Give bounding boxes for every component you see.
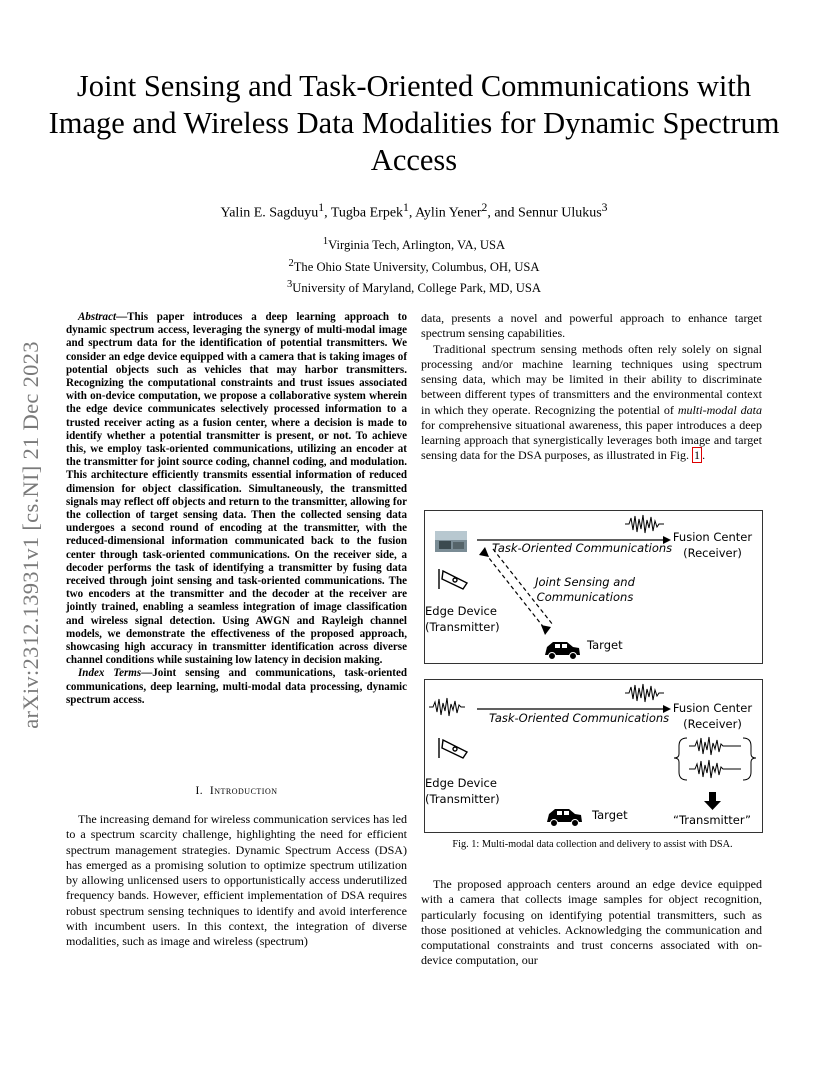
- right-column-bottom: [421, 877, 762, 969]
- affiliation-sup: 3: [287, 279, 293, 291]
- figure-panel-top: [424, 510, 763, 664]
- index-terms: [66, 667, 407, 707]
- signal-waveform-icon: [625, 684, 664, 702]
- signal-waveform-icon: [429, 698, 465, 716]
- jsc-label-line: Communications: [536, 590, 634, 604]
- fusion-center-label: [665, 529, 760, 561]
- affiliation-text: Virginia Tech, Arlington, VA, USA: [328, 238, 506, 253]
- figure-ref-link[interactable]: 1: [694, 448, 701, 463]
- affiliations: [40, 233, 788, 298]
- paragraph: [421, 342, 762, 464]
- camera-icon: [439, 569, 467, 589]
- affiliation-text: University of Maryland, College Park, MD, USA: [292, 281, 541, 296]
- author-name: Tugba Erpek: [330, 205, 404, 221]
- abstract-label: Abstract: [78, 311, 117, 323]
- affiliation-sup: 1: [322, 236, 329, 247]
- camera-icon: [439, 738, 467, 758]
- index-terms-text: —Joint sensing and communications, task-oriented communications, deep learning, multi-modal data processing, dynamic spectrum access.: [66, 667, 408, 706]
- intro-paragraph: The increasing demand for wireless communication services has led to a spectrum scarcity challenge, highlighting the need for efficient spectrum management strategies. Dynamic Spectrum Access (DSA) has emerged as a promising solution to optimize spectrum utilization by allowing unlicensed users to opportunistically access underutilized frequency bands. However, efficient implementation of DSA requires robust spectrum sensing techniques to identify and avoid interference with incumbent users. In this context, the integration of diverse modalities, such as image and wireless (spectrum): [66, 812, 407, 948]
- affiliation-sup: 2: [288, 257, 294, 269]
- author-sup: 1: [403, 201, 409, 214]
- paragraph-continuation: data, presents a novel and powerful approach to enhance target spectrum sensing capabilities.: [421, 311, 762, 341]
- toc-label: Task-Oriented Communications: [492, 541, 673, 555]
- decision-label: “Transmitter”: [672, 813, 751, 827]
- paragraph-text: .: [702, 448, 706, 463]
- affiliation: [40, 255, 788, 277]
- target-label: Target: [592, 808, 628, 822]
- author-separator: ,: [324, 205, 331, 221]
- right-brace-icon: [743, 738, 756, 780]
- author-sup: 1: [318, 201, 325, 214]
- affiliation: [40, 276, 788, 298]
- arrow-head-icon: [479, 547, 489, 557]
- section-title: Introduction: [209, 785, 278, 797]
- edge-device-name: Edge Device: [425, 776, 497, 790]
- jsc-label: [525, 575, 645, 605]
- author-name: Yalin E. Sagduyu: [220, 205, 319, 221]
- author-sup: 2: [481, 201, 488, 214]
- transmitter-label: (Transmitter): [425, 620, 500, 634]
- receiver-label: (Receiver): [683, 717, 742, 731]
- car-icon: [547, 809, 582, 827]
- affiliation-text: The Ohio State University, Columbus, OH, USA: [293, 259, 540, 274]
- receiver-label: (Receiver): [683, 546, 742, 560]
- car-icon: [545, 642, 580, 660]
- signal-waveform-icon: [625, 515, 664, 533]
- arrow-head-icon: [541, 625, 551, 635]
- author-separator: ,: [408, 205, 416, 221]
- fusion-center-name: Fusion Center: [672, 701, 753, 715]
- edge-device-name: Edge Device: [425, 604, 497, 618]
- camera-image-icon: [435, 531, 467, 552]
- right-column-top: [421, 311, 762, 464]
- abstract-paragraph: [66, 311, 407, 667]
- section-number: I.: [195, 785, 204, 797]
- author-name: Sennur Ulukus: [518, 205, 602, 221]
- edge-device-label: [425, 775, 500, 807]
- emphasis-text: multi-modal data: [677, 402, 762, 417]
- arxiv-id: arXiv:2312.13931v1 [cs.NI] 21 Dec 2023: [18, 341, 43, 729]
- target-label: Target: [587, 638, 623, 652]
- abstract-text: —This paper introduces a deep learning approach to dynamic spectrum access, leveraging the synergy of multi-modal image and spectrum data for the identification of potential transmitters. We consider an edge device equipped with a camera that is taking images of potential objects such as vehicles that may harbor transmitters. Recognizing the computational constraints and trust issues associated with on-device computation, we propose a collaborative system wherein the edge device communicates selectively processed information to a trusted receiver acting as a fusion center, where a decision is made to identify whether a potential transmitter is present, or not. To achieve this, we employ task-oriented communications, utilizing an encoder at the transmitter for joint source coding, channel coding, and modulation. This architecture efficiently transmits essential information of reduced dimension for object classification. Simultaneously, the transmitted signals may reflect off objects and return to the transmitter, allowing for the collection of target sensing data. Then the collected sensing data undergoes a second round of encoding at the transmitter, with the reduced-dimensional information communicated back to the fusion center through task-oriented communications. On the receiver side, a decoder performs the task of identifying a transmitter by fusing data received through joint sensing and task-oriented communications. The two encoders at the transmitter and the decoder at the receiver are jointly trained, enabling a seamless integration of image classification and wireless signal detection. Using AWGN and Rayleigh channel models, we demonstrate the effectiveness of the proposed approach, showcasing high accuracy in transmitter identification across diverse channel conditions while sustaining low latency in decision making.: [66, 311, 407, 667]
- down-arrow-icon: [704, 792, 721, 810]
- author-list: [40, 201, 788, 222]
- intro-column: [66, 812, 407, 949]
- affiliation: [40, 233, 788, 255]
- figure-panel-bottom: [424, 679, 763, 833]
- author-name: Aylin Yener: [415, 205, 482, 221]
- fusion-center-name: Fusion Center: [672, 530, 753, 544]
- author-sup: 3: [601, 201, 608, 214]
- paragraph-text: Traditional spectrum sensing methods often rely solely on signal processing and/or machine learning techniques using spectrum sensing data, which may be limited in their ability to discriminate between different types of transmitters and the environmental context in which they operate. Recognizing the potential of: [421, 341, 762, 417]
- figure-caption: Fig. 1: Multi-modal data collection and delivery to assist with DSA.: [452, 839, 733, 850]
- index-terms-label: Index Terms: [78, 667, 142, 680]
- edge-device-label: [425, 603, 500, 635]
- abstract: [66, 311, 407, 707]
- section-heading: [66, 785, 407, 797]
- fusion-center-label: [665, 700, 760, 732]
- paragraph: The proposed approach centers around an edge device equipped with a camera that collects image samples for object recognition, particularly focusing on identifying potential transmitters, such as those positioned at vehicles. Acknowledging the communication and computational constraints and trust concerns associated with on-device computation, our: [421, 877, 762, 968]
- jsc-label-line: Joint Sensing and: [535, 575, 635, 589]
- toc-label: Task-Oriented Communications: [489, 711, 670, 725]
- left-brace-icon: [674, 738, 687, 780]
- author-separator: , and: [487, 205, 519, 221]
- signal-waveform-icon: [689, 737, 741, 755]
- arxiv-stamp: [4, 300, 58, 770]
- paper-title: Joint Sensing and Task-Oriented Communications with Image and Wireless Data Modalities for Dynamic Spectrum Access: [48, 69, 780, 177]
- transmitter-label: (Transmitter): [425, 792, 500, 806]
- signal-waveform-icon: [689, 760, 741, 778]
- paragraph-text: for comprehensive situational awareness, this paper introduces a deep learning approach that synergistically leverages both image and target sensing data for the DSA purposes, as illustrated in Fig.: [421, 417, 762, 463]
